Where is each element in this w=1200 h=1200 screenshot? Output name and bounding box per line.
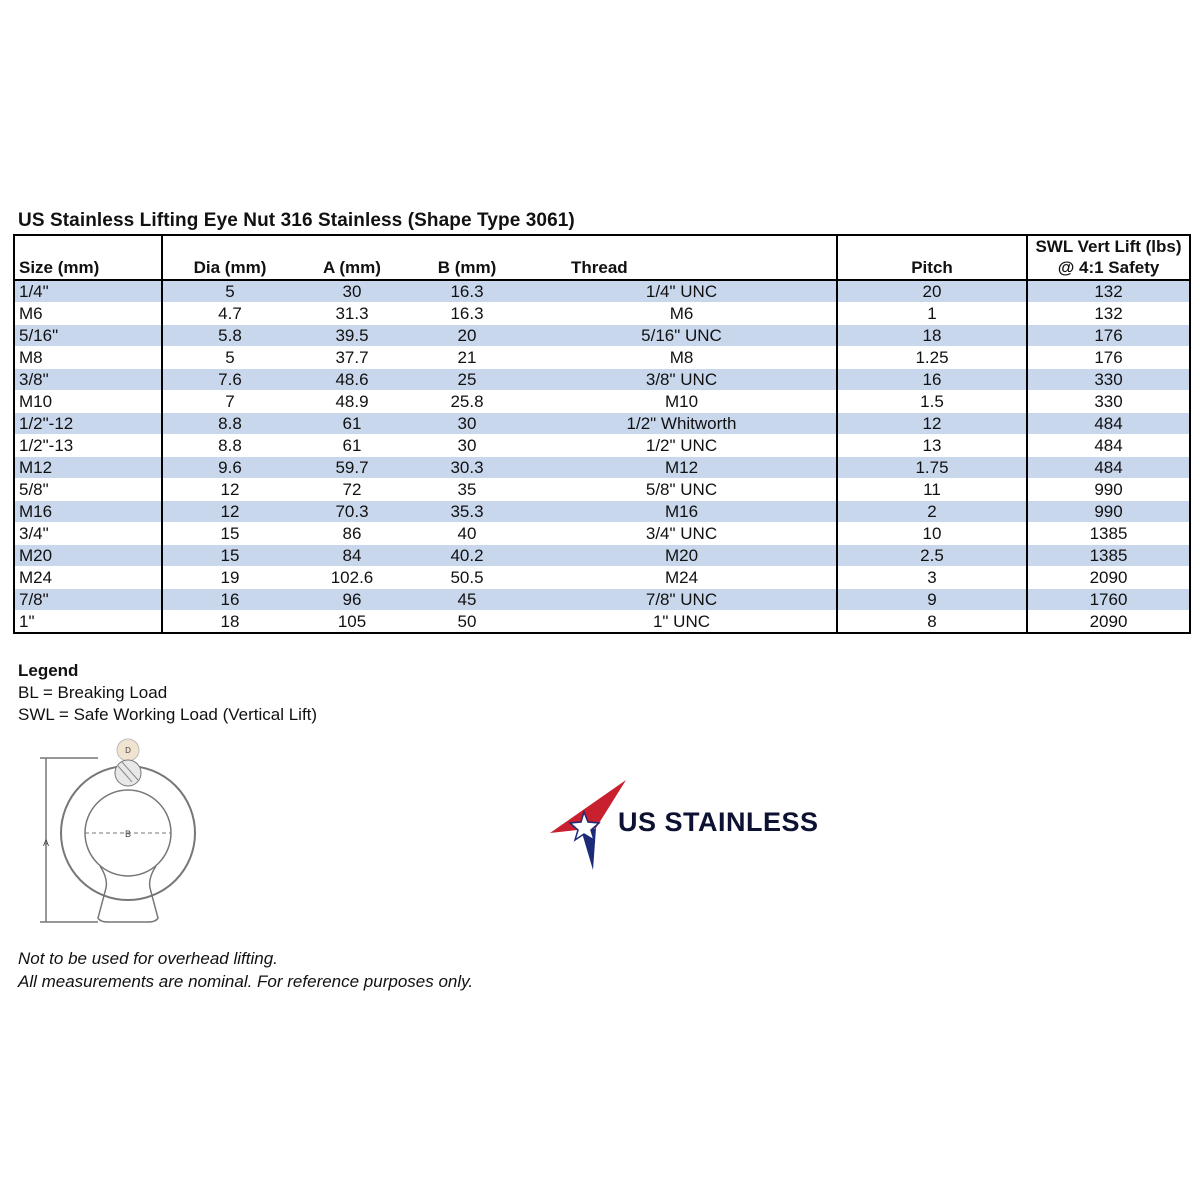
label-d: D xyxy=(125,746,131,755)
note-nominal: All measurements are nominal. For reference purposes only. xyxy=(18,972,474,991)
eye-cross-section xyxy=(115,760,141,786)
legend-item-swl: SWL = Safe Working Load (Vertical Lift) xyxy=(18,705,318,724)
cell-size: M6 xyxy=(14,303,162,325)
cell-dia: 4.7 xyxy=(162,303,297,325)
cell-dia: 15 xyxy=(162,523,297,545)
cell-a: 86 xyxy=(297,523,407,545)
cell-size: M20 xyxy=(14,545,162,567)
cell-dia: 15 xyxy=(162,545,297,567)
cell-b: 35.3 xyxy=(407,501,527,523)
table-row xyxy=(14,567,1190,589)
cell-b: 35 xyxy=(407,479,527,501)
cell-b: 50 xyxy=(407,611,527,634)
cell-size: 3/4" xyxy=(14,523,162,545)
cell-pitch: 10 xyxy=(837,523,1027,545)
header-thread: Thread xyxy=(527,235,837,280)
cell-pitch: 3 xyxy=(837,567,1027,589)
cell-dia: 7.6 xyxy=(162,369,297,391)
eye-nut-body xyxy=(98,866,158,922)
cell-thread: M16 xyxy=(527,501,837,523)
table-row xyxy=(14,523,1190,545)
cell-size: 1/2"-12 xyxy=(14,413,162,435)
cell-pitch: 12 xyxy=(837,413,1027,435)
cell-b: 20 xyxy=(407,325,527,347)
cell-thread: 1/2" UNC xyxy=(527,435,837,457)
spec-table xyxy=(13,234,1191,634)
cell-swl: 132 xyxy=(1027,280,1190,303)
cell-swl: 990 xyxy=(1027,501,1190,523)
cell-a: 61 xyxy=(297,413,407,435)
cell-thread: M8 xyxy=(527,347,837,369)
cell-a: 59.7 xyxy=(297,457,407,479)
table-body xyxy=(14,280,1190,633)
cell-dia: 9.6 xyxy=(162,457,297,479)
cell-a: 72 xyxy=(297,479,407,501)
cell-dia: 8.8 xyxy=(162,413,297,435)
cell-pitch: 8 xyxy=(837,611,1027,634)
cell-a: 61 xyxy=(297,435,407,457)
cell-a: 39.5 xyxy=(297,325,407,347)
table-row xyxy=(14,280,1190,303)
notes xyxy=(18,947,473,993)
cell-size: M12 xyxy=(14,457,162,479)
label-a: A xyxy=(42,838,50,848)
cell-size: 7/8" xyxy=(14,589,162,611)
table-row xyxy=(14,369,1190,391)
cell-dia: 19 xyxy=(162,567,297,589)
eye-nut-diagram xyxy=(38,738,218,933)
us-stainless-star-logo xyxy=(548,778,628,873)
cell-swl: 1385 xyxy=(1027,523,1190,545)
cell-thread: 3/4" UNC xyxy=(527,523,837,545)
cell-swl: 484 xyxy=(1027,413,1190,435)
cell-b: 16.3 xyxy=(407,303,527,325)
cell-b: 25 xyxy=(407,369,527,391)
cell-size: M10 xyxy=(14,391,162,413)
cell-pitch: 1.75 xyxy=(837,457,1027,479)
cell-size: 1" xyxy=(14,611,162,634)
table-row xyxy=(14,347,1190,369)
cell-size: 1/2"-13 xyxy=(14,435,162,457)
cell-thread: 5/16" UNC xyxy=(527,325,837,347)
table-row xyxy=(14,325,1190,347)
cell-pitch: 2 xyxy=(837,501,1027,523)
cell-b: 30 xyxy=(407,413,527,435)
table-header-row xyxy=(14,235,1190,280)
table-row xyxy=(14,611,1190,634)
cell-size: 5/16" xyxy=(14,325,162,347)
header-dia: Dia (mm) xyxy=(162,235,297,280)
legend-heading: Legend xyxy=(18,661,79,680)
cell-pitch: 13 xyxy=(837,435,1027,457)
cell-dia: 5 xyxy=(162,280,297,303)
cell-b: 16.3 xyxy=(407,280,527,303)
cell-size: 3/8" xyxy=(14,369,162,391)
header-swl-line2: @ 4:1 Safety xyxy=(1057,258,1160,277)
table-row xyxy=(14,545,1190,567)
header-size: Size (mm) xyxy=(14,235,162,280)
cell-pitch: 16 xyxy=(837,369,1027,391)
cell-size: M8 xyxy=(14,347,162,369)
label-b: B xyxy=(124,829,132,839)
header-a: A (mm) xyxy=(297,235,407,280)
cell-pitch: 1.5 xyxy=(837,391,1027,413)
cell-swl: 176 xyxy=(1027,347,1190,369)
cell-b: 40 xyxy=(407,523,527,545)
cell-b: 21 xyxy=(407,347,527,369)
cell-thread: M24 xyxy=(527,567,837,589)
cell-size: 1/4" xyxy=(14,280,162,303)
cell-swl: 176 xyxy=(1027,325,1190,347)
cell-thread: M12 xyxy=(527,457,837,479)
cell-thread: 5/8" UNC xyxy=(527,479,837,501)
cell-b: 25.8 xyxy=(407,391,527,413)
cell-swl: 1760 xyxy=(1027,589,1190,611)
table-row xyxy=(14,479,1190,501)
table-row xyxy=(14,589,1190,611)
cell-swl: 2090 xyxy=(1027,611,1190,634)
cell-thread: M20 xyxy=(527,545,837,567)
cell-b: 45 xyxy=(407,589,527,611)
cell-a: 30 xyxy=(297,280,407,303)
cell-a: 102.6 xyxy=(297,567,407,589)
cell-dia: 5.8 xyxy=(162,325,297,347)
cell-dia: 18 xyxy=(162,611,297,634)
cell-thread: 1/4" UNC xyxy=(527,280,837,303)
cell-dia: 16 xyxy=(162,589,297,611)
header-b: B (mm) xyxy=(407,235,527,280)
cell-size: M24 xyxy=(14,567,162,589)
cell-swl: 330 xyxy=(1027,391,1190,413)
cell-swl: 484 xyxy=(1027,457,1190,479)
cell-thread: 1" UNC xyxy=(527,611,837,634)
cell-b: 40.2 xyxy=(407,545,527,567)
cell-swl: 1385 xyxy=(1027,545,1190,567)
cell-thread: 7/8" UNC xyxy=(527,589,837,611)
cell-thread: 3/8" UNC xyxy=(527,369,837,391)
note-overhead: Not to be used for overhead lifting. xyxy=(18,949,278,968)
cell-pitch: 2.5 xyxy=(837,545,1027,567)
cell-dia: 5 xyxy=(162,347,297,369)
table-row xyxy=(14,435,1190,457)
header-swl xyxy=(1027,235,1190,280)
cell-dia: 12 xyxy=(162,479,297,501)
cell-thread: 1/2" Whitworth xyxy=(527,413,837,435)
cell-b: 50.5 xyxy=(407,567,527,589)
cell-pitch: 1 xyxy=(837,303,1027,325)
cell-dia: 7 xyxy=(162,391,297,413)
cell-a: 70.3 xyxy=(297,501,407,523)
table-row xyxy=(14,501,1190,523)
header-pitch: Pitch xyxy=(837,235,1027,280)
logo-text: US STAINLESS xyxy=(618,807,819,837)
cell-a: 37.7 xyxy=(297,347,407,369)
cell-a: 48.9 xyxy=(297,391,407,413)
cell-swl: 484 xyxy=(1027,435,1190,457)
header-swl-line1: SWL Vert Lift (lbs) xyxy=(1035,237,1182,256)
legend xyxy=(18,660,317,726)
cell-size: 5/8" xyxy=(14,479,162,501)
cell-swl: 330 xyxy=(1027,369,1190,391)
cell-swl: 990 xyxy=(1027,479,1190,501)
legend-item-bl: BL = Breaking Load xyxy=(18,683,168,702)
cell-thread: M6 xyxy=(527,303,837,325)
cell-pitch: 11 xyxy=(837,479,1027,501)
cell-a: 48.6 xyxy=(297,369,407,391)
cell-pitch: 20 xyxy=(837,280,1027,303)
cell-dia: 12 xyxy=(162,501,297,523)
cell-a: 84 xyxy=(297,545,407,567)
table-row xyxy=(14,457,1190,479)
cell-pitch: 1.25 xyxy=(837,347,1027,369)
cell-swl: 2090 xyxy=(1027,567,1190,589)
cell-a: 105 xyxy=(297,611,407,634)
cell-a: 96 xyxy=(297,589,407,611)
table-row xyxy=(14,303,1190,325)
cell-dia: 8.8 xyxy=(162,435,297,457)
page-title: US Stainless Lifting Eye Nut 316 Stainless (Shape Type 3061) xyxy=(18,210,575,231)
table-row xyxy=(14,413,1190,435)
cell-b: 30 xyxy=(407,435,527,457)
cell-a: 31.3 xyxy=(297,303,407,325)
cell-pitch: 18 xyxy=(837,325,1027,347)
cell-pitch: 9 xyxy=(837,589,1027,611)
cell-size: M16 xyxy=(14,501,162,523)
cell-b: 30.3 xyxy=(407,457,527,479)
table-row xyxy=(14,391,1190,413)
cell-swl: 132 xyxy=(1027,303,1190,325)
cell-thread: M10 xyxy=(527,391,837,413)
